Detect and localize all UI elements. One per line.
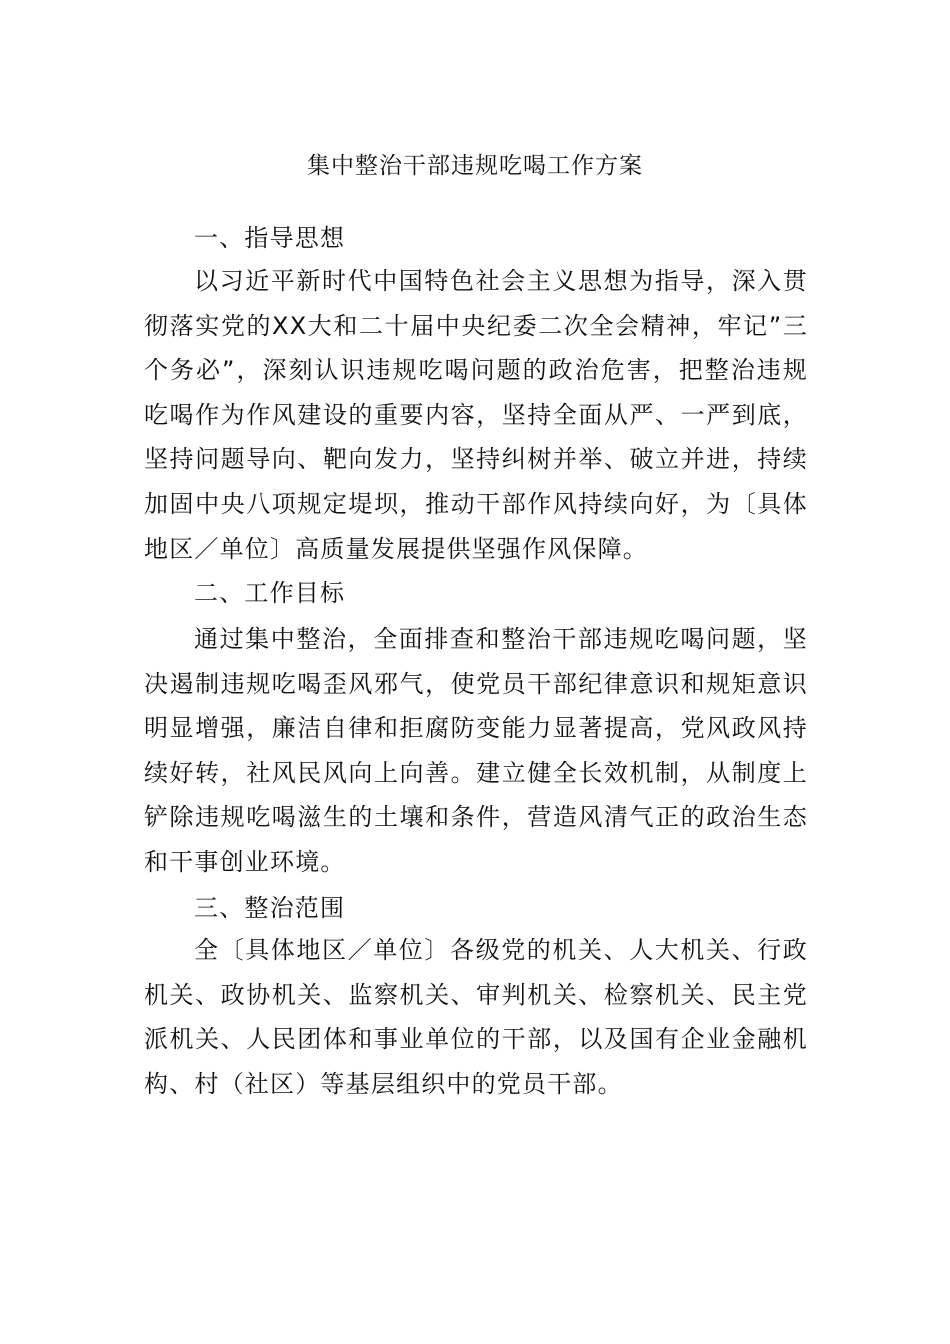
section-heading-work-goals: 二、工作目标 — [194, 579, 346, 607]
section-heading-scope: 三、整治范围 — [194, 894, 346, 922]
section-paragraph-scope: 全〔具体地区／单位〕各级党的机关、人大机关、行政机关、政协机关、监察机关、审判机关、检察机关、民主党派机关、人民团体和事业单位的干部，以及国有企业金融机构、村（社区）等基层组织中的党员干部。 — [144, 936, 808, 1098]
section-paragraph-guiding-ideology: 以习近平新时代中国特色社会主义思想为指导，深入贯彻落实党的XX大和二十届中央纪委二次全会精神，牢记”三个务必”，深刻认识违规吃喝问题的政治危害，把整治违规吃喝作为作风建设的重要内容，坚持全面从严、一严到底，坚持问题导向、靶向发力，坚持纠树并举、破立并进，持续加固中央八项规定堤坝，推动干部作风持续向好，为〔具体地区／单位〕高质量发展提供坚强作风保障。 — [144, 267, 808, 563]
section-paragraph-work-goals: 通过集中整治，全面排查和整治干部违规吃喝问题，坚决遏制违规吃喝歪风邪气，使党员干部纪律意识和规矩意识明显增强，廉洁自律和拒腐防变能力显著提高，党风政风持续好转，社风民风向上向善。建立健全长效机制，从制度上铲除违规吃喝滋生的土壤和条件，营造风清气正的政治生态和干事创业环境。 — [144, 625, 808, 876]
document-title: 集中整治干部违规吃喝工作方案 — [307, 153, 643, 179]
section-heading-guiding-ideology: 一、指导思想 — [194, 224, 346, 252]
